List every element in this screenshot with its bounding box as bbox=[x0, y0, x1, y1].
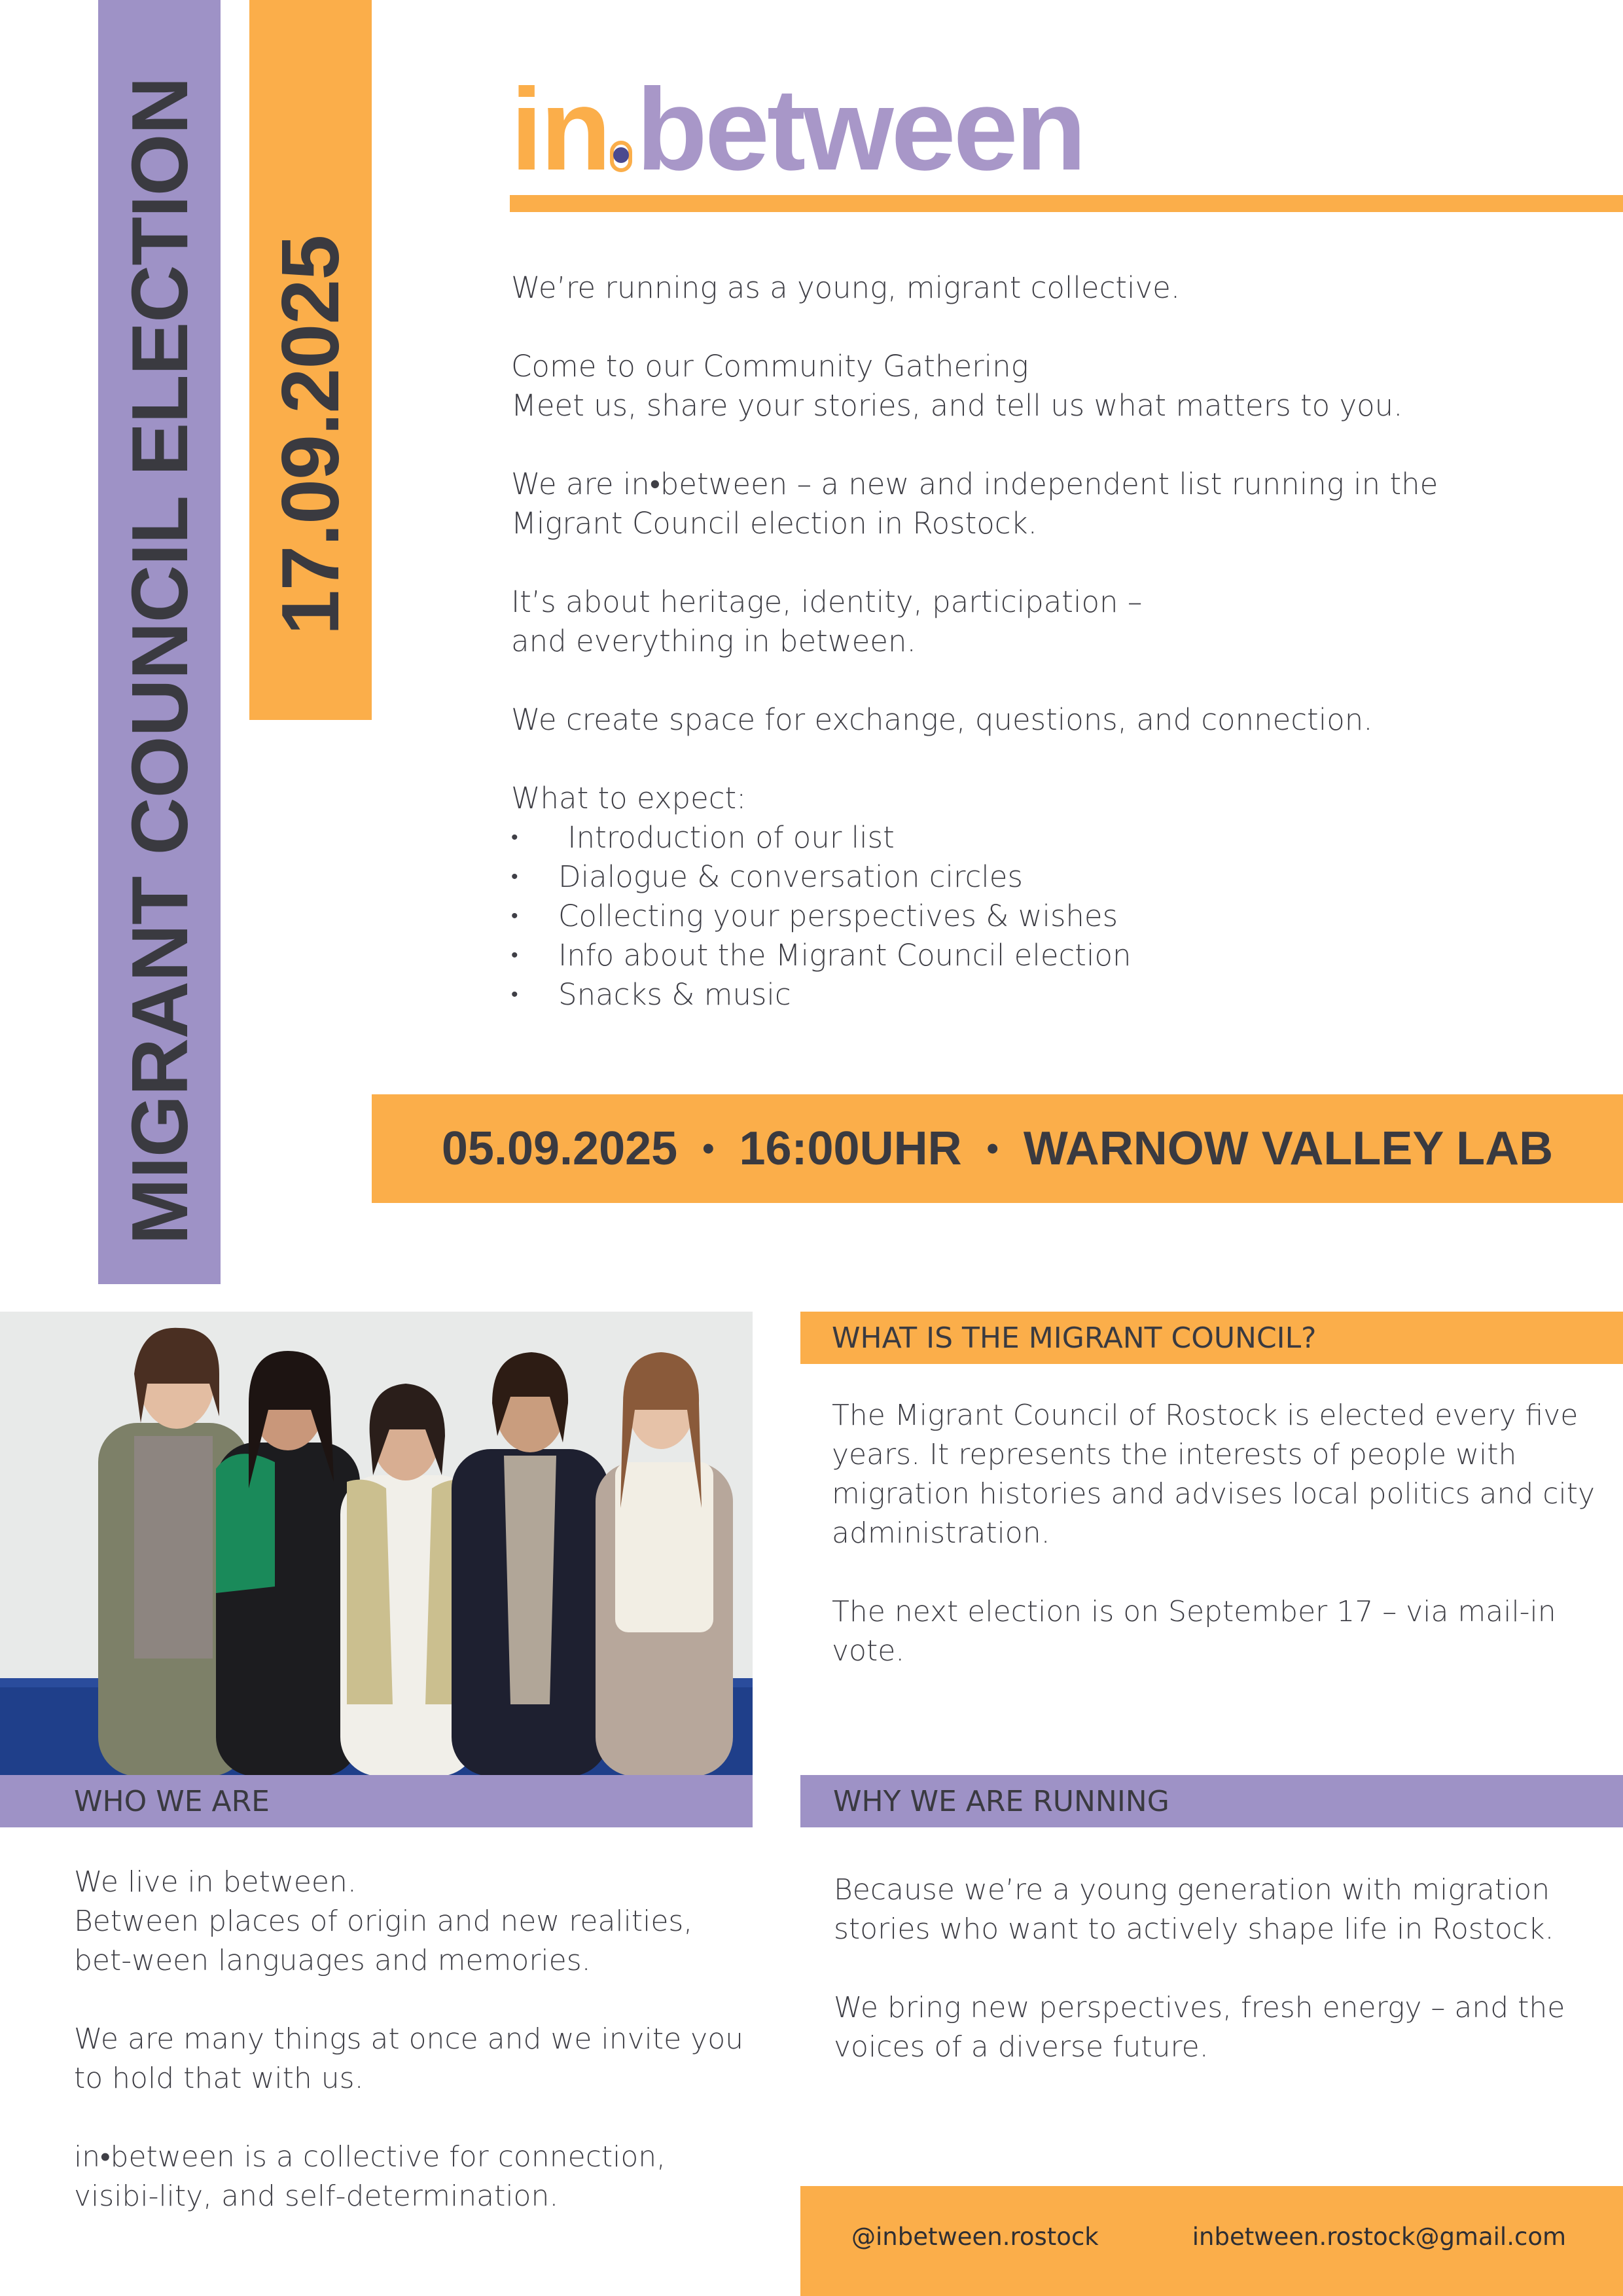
group-photo bbox=[0, 1312, 753, 1776]
intro-text bbox=[511, 268, 1493, 1014]
list-item: • Info about the Migrant Council election bbox=[511, 936, 1493, 975]
logo-underline bbox=[510, 195, 1623, 212]
list-item: • Snacks & music bbox=[511, 975, 1493, 1014]
expect-list bbox=[511, 818, 1493, 1014]
logo-part-in: in bbox=[510, 64, 609, 194]
vertical-title: MIGRANT COUNCIL ELECTION bbox=[115, 77, 204, 1245]
intro-paragraph: We create space for exchange, questions, and connection. bbox=[511, 702, 1373, 737]
vertical-date: 17.09.2025 bbox=[265, 235, 356, 636]
why-running-text bbox=[834, 1871, 1606, 2106]
vertical-date-bar bbox=[249, 0, 372, 720]
logo-dot-icon bbox=[610, 141, 632, 172]
list-item: • Dialogue & conversation circles bbox=[511, 857, 1493, 897]
what-paragraph: The next election is on September 17 – via mail-in vote. bbox=[832, 1595, 1556, 1668]
intro-paragraph: It’s about heritage, identity, participation – and everything in between. bbox=[511, 584, 1143, 658]
intro-paragraph: We are in•between – a new and independent list running in the Migrant Council election in Rostock. bbox=[511, 467, 1438, 541]
event-separator: • bbox=[702, 1130, 715, 1168]
event-date: 05.09.2025 bbox=[441, 1122, 678, 1175]
who-paragraph: We are many things at once and we invite you to hold that with us. bbox=[74, 2022, 744, 2095]
email-address[interactable]: inbetween.rostock@gmail.com bbox=[1192, 2223, 1566, 2251]
who-we-are-heading: WHO WE ARE bbox=[0, 1775, 753, 1827]
who-paragraph: We live in between. Between places of origin and new realities, bet-ween languages and memories. bbox=[74, 1865, 693, 1977]
group-photo-illustration bbox=[0, 1312, 753, 1776]
instagram-handle[interactable]: @inbetween.rostock bbox=[851, 2223, 1099, 2251]
why-running-heading: WHY WE ARE RUNNING bbox=[800, 1775, 1623, 1827]
event-banner bbox=[372, 1094, 1623, 1203]
event-separator: • bbox=[986, 1130, 999, 1168]
what-is-council-text bbox=[832, 1396, 1604, 1710]
vertical-title-bar bbox=[98, 0, 221, 1284]
event-time: 16:00UHR bbox=[739, 1122, 962, 1175]
list-item: • Introduction of our list bbox=[511, 818, 1493, 857]
logo-part-between: between bbox=[636, 64, 1084, 194]
inbetween-logo bbox=[510, 64, 1084, 194]
what-is-council-heading: WHAT IS THE MIGRANT COUNCIL? bbox=[800, 1312, 1623, 1364]
event-place: WARNOW VALLEY LAB bbox=[1023, 1122, 1554, 1175]
who-paragraph: in•between is a collective for connection, visibi-lity, and self-determination. bbox=[74, 2140, 666, 2213]
who-we-are-text bbox=[74, 1863, 755, 2255]
intro-paragraph: Come to our Community Gathering Meet us, share your stories, and tell us what matters to you. bbox=[511, 349, 1403, 423]
why-paragraph: We bring new perspectives, fresh energy – and the voices of a diverse future. bbox=[834, 1991, 1565, 2064]
contact-footer bbox=[800, 2186, 1623, 2296]
why-paragraph: Because we’re a young generation with migration stories who want to actively shape life in Rostock. bbox=[834, 1873, 1554, 1946]
expect-list-title: What to expect: bbox=[511, 781, 747, 816]
intro-paragraph: We’re running as a young, migrant collective. bbox=[511, 270, 1181, 305]
what-paragraph: The Migrant Council of Rostock is elected every five years. It represents the interests of people with migration histories and advises local politics and city administration. bbox=[832, 1399, 1595, 1550]
list-item: • Collecting your perspectives & wishes bbox=[511, 897, 1493, 936]
